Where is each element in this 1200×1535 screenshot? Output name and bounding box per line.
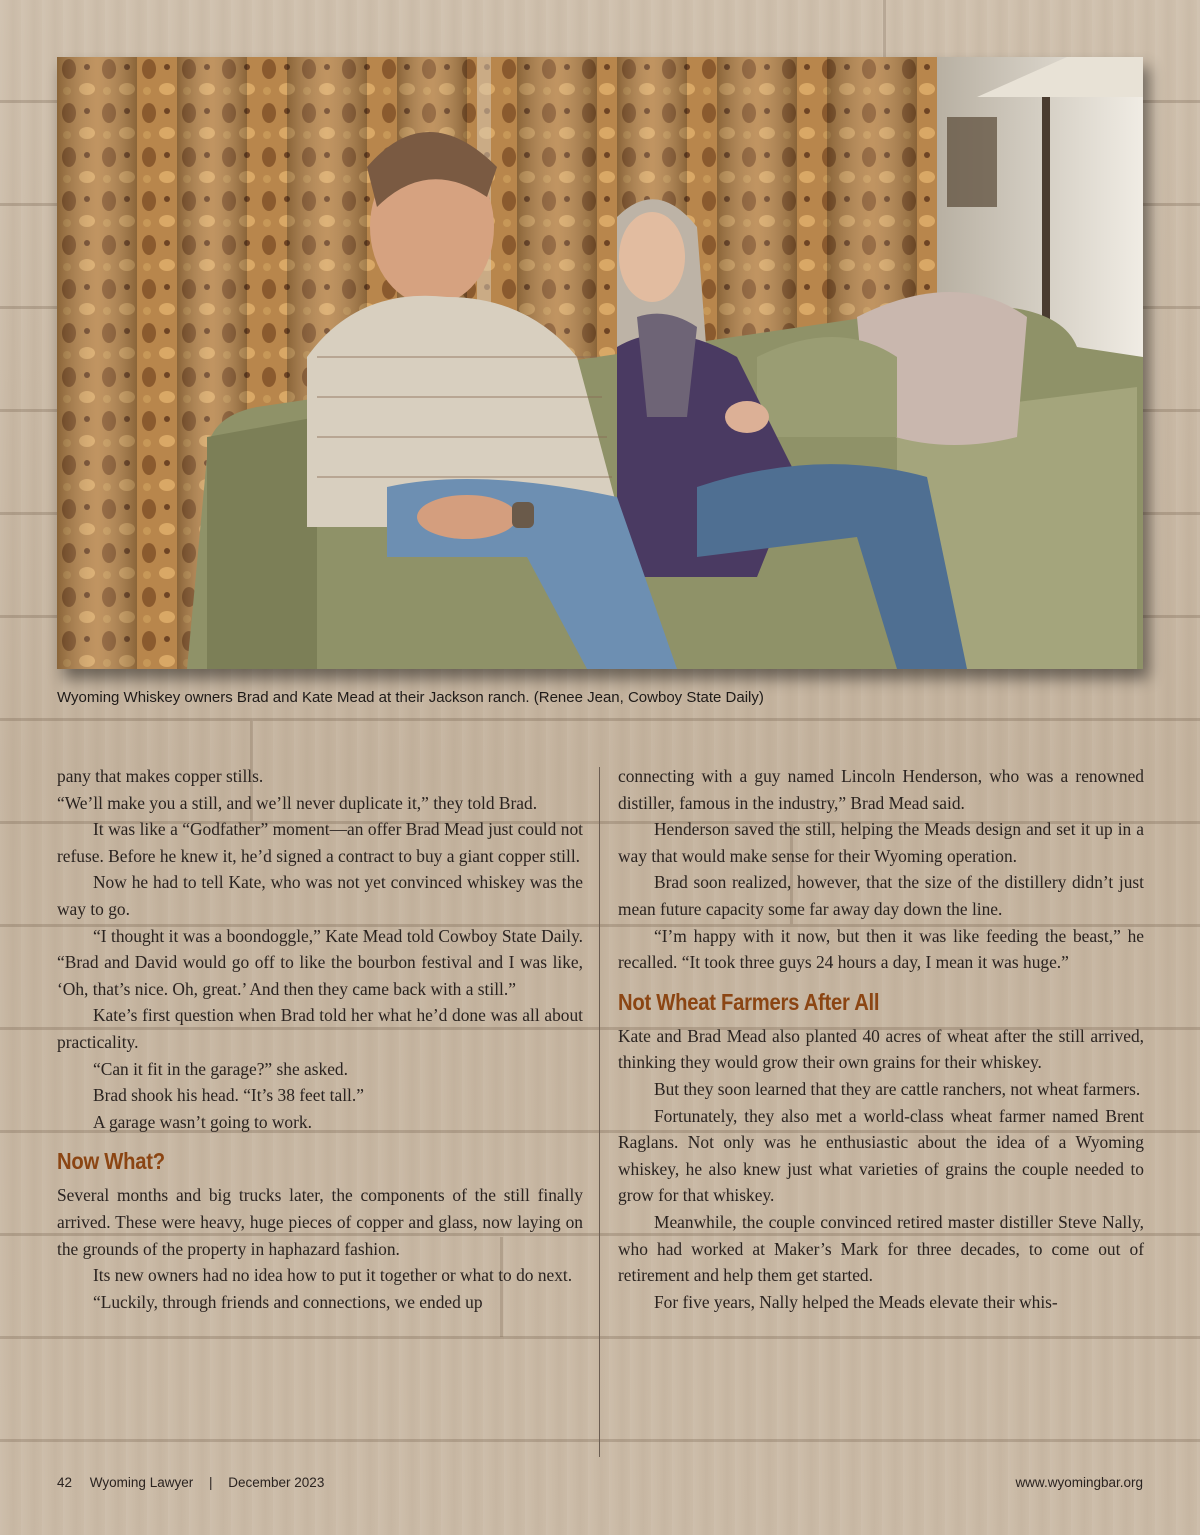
column-divider bbox=[599, 767, 600, 1457]
paragraph: Brad soon realized, however, that the size of the distillery didn’t just mean future capacity some far away day down the line. bbox=[618, 872, 1144, 919]
photo-caption: Wyoming Whiskey owners Brad and Kate Mead at their Jackson ranch. (Renee Jean, Cowboy State Daily) bbox=[57, 689, 764, 706]
paragraph: “Luckily, through friends and connections, we ended up bbox=[93, 1291, 483, 1312]
paragraph: pany that makes copper stills. bbox=[57, 766, 264, 786]
paragraph: “We’ll make you a still, and we’ll never duplicate it,” they told Brad. bbox=[57, 792, 538, 813]
paragraph: Kate and Brad Mead also planted 40 acres of wheat after the still arrived, thinking they would grow their own grains for their whiskey. bbox=[618, 1025, 1144, 1073]
paragraph: Brad shook his head. “It’s 38 feet tall.” bbox=[93, 1085, 364, 1106]
paragraph: Meanwhile, the couple convinced retired master distiller Steve Nally, who had worked at Maker’s Mark for three decades, to come out of retirement and help them get started. bbox=[618, 1211, 1144, 1286]
paragraph: It was like a “Godfather” moment—an offer Brad Mead just could not refuse. Before he knew it, he’d signed a contract to buy a giant copper still. bbox=[57, 819, 583, 866]
photo-brad-and-kate-mead bbox=[57, 57, 1143, 669]
paragraph: But they soon learned that they are cattle ranchers, not wheat farmers. bbox=[654, 1078, 1141, 1099]
website-link[interactable]: www.wyomingbar.org bbox=[1015, 1475, 1143, 1490]
page-footer bbox=[57, 1475, 1143, 1495]
paragraph: Fortunately, they also met a world-class wheat farmer named Brent Raglans. Not only was he enthusiastic about the idea of a Wyoming whiskey, he also knew just what varieties of grains the couple needed to grow for that whiskey. bbox=[618, 1105, 1144, 1206]
paragraph: For five years, Nally helped the Meads elevate their whis- bbox=[654, 1291, 1058, 1312]
paragraph: Kate’s first question when Brad told her what he’d done was all about practicality. bbox=[57, 1005, 583, 1052]
paragraph: Several months and big trucks later, the components of the still finally arrived. These were heavy, huge pieces of copper and glass, now laying on the grounds of the property in haphazard fashion. bbox=[57, 1185, 583, 1259]
article-left-column bbox=[57, 763, 583, 1315]
footer-separator: | bbox=[208, 1475, 213, 1490]
paragraph: Its new owners had no idea how to put it together or what to do next. bbox=[93, 1265, 573, 1286]
paragraph: “I thought it was a boondoggle,” Kate Mead told Cowboy State Daily. “Brad and David would go off to like the bourbon festival and I was like, ‘Oh, that’s nice. Oh, great.’ And then they came back with a still.” bbox=[57, 925, 583, 999]
paragraph: Now he had to tell Kate, who was not yet convinced whiskey was the way to go. bbox=[57, 872, 583, 919]
paragraph: A garage wasn’t going to work. bbox=[93, 1111, 312, 1132]
article-right-column bbox=[618, 763, 1144, 1315]
section-heading: Now What? bbox=[57, 1148, 165, 1175]
section-heading: Not Wheat Farmers After All bbox=[618, 988, 880, 1015]
publication-name: Wyoming Lawyer bbox=[89, 1475, 194, 1490]
paragraph: connecting with a guy named Lincoln Henderson, who was a renowned distiller, famous in the industry,” Brad Mead said. bbox=[618, 766, 1144, 813]
paragraph: Henderson saved the still, helping the Meads design and set it up in a way that would make sense for their Wyoming operation. bbox=[618, 819, 1144, 866]
page-number: 42 bbox=[57, 1475, 73, 1490]
issue-date: December 2023 bbox=[228, 1475, 325, 1490]
paragraph: “Can it fit in the garage?” she asked. bbox=[93, 1058, 348, 1079]
paragraph: “I’m happy with it now, but then it was like feeding the beast,” he recalled. “It took three guys 24 hours a day, I mean it was huge.” bbox=[618, 925, 1144, 973]
